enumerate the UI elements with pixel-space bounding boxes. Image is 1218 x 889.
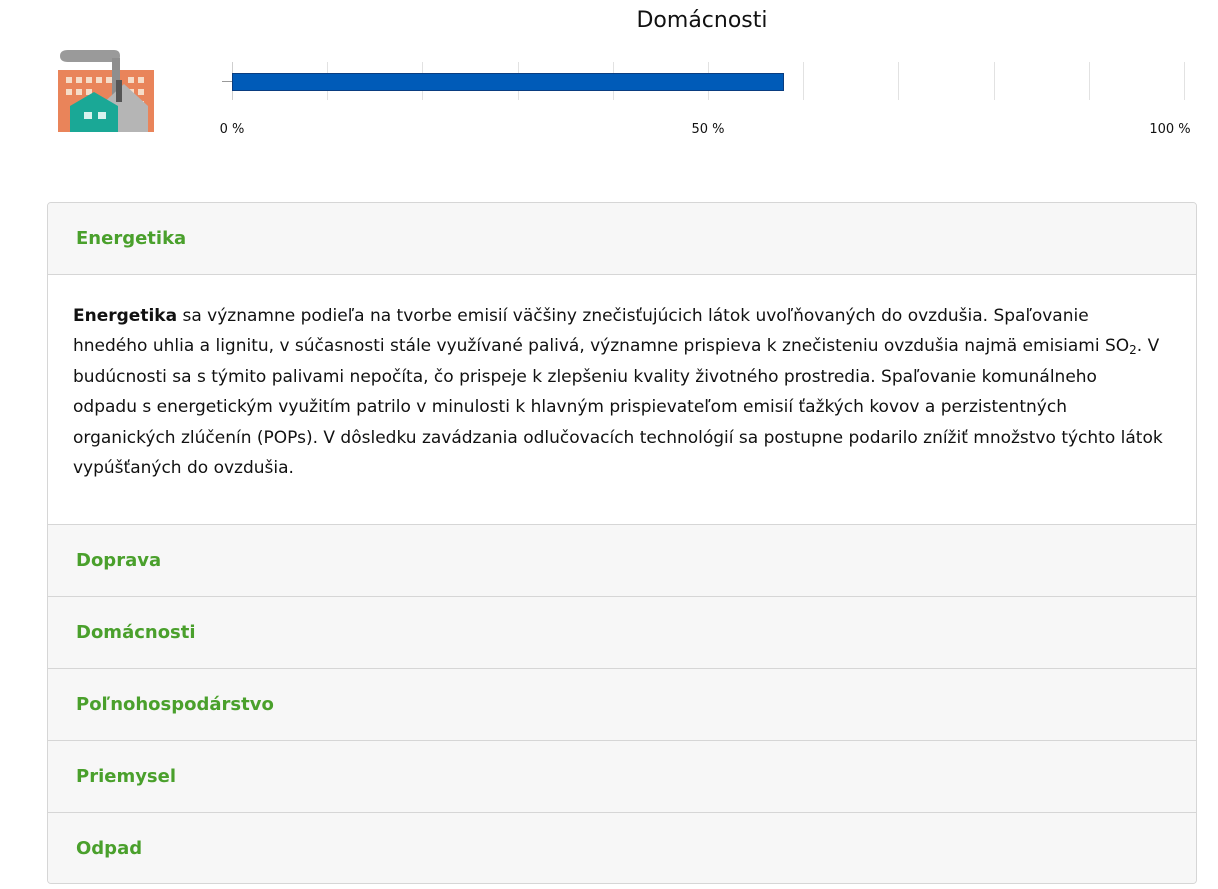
panel-text-subscript: 2 bbox=[1129, 343, 1137, 358]
x-tick-label: 0 % bbox=[219, 122, 245, 137]
panel-text-bold: Energetika bbox=[73, 306, 178, 326]
panel-text-part-2: . V budúcnosti sa s týmito palivami nepočíta, čo prispeje k zlepšeniu kvality životného prostredia. Spaľovanie komunálneho odpadu s energetickým využitím patrilo v minulosti k hlavným prispievateľom emisií ťažkých kovov a perzistentných organických zlúčenín (POPs). V dôsledku zavádzania odlučovacích technológií sa postupne podarilo znížiť množstvo týchto látok vypúšťaných do ovzdušia. bbox=[73, 336, 1163, 479]
gridline bbox=[1184, 62, 1185, 100]
accordion-header-priemysel[interactable] bbox=[48, 741, 1196, 813]
bar-chart bbox=[218, 62, 1198, 102]
accordion-title: Priemysel bbox=[76, 766, 177, 787]
accordion-title: Doprava bbox=[76, 550, 162, 571]
accordion-header-doprava[interactable] bbox=[48, 525, 1196, 597]
gridline bbox=[994, 62, 995, 100]
accordion-title: Poľnohospodárstvo bbox=[76, 694, 274, 715]
factory-house-icon bbox=[56, 50, 156, 134]
accordion-header-odpad[interactable] bbox=[48, 813, 1196, 884]
bar bbox=[232, 73, 784, 91]
accordion-header-energetika[interactable] bbox=[48, 203, 1196, 275]
y-axis-tick bbox=[222, 81, 232, 82]
accordion-title: Odpad bbox=[76, 838, 143, 859]
accordion-panel-energetika bbox=[48, 275, 1196, 525]
accordion-header-polnohospodarstvo[interactable] bbox=[48, 669, 1196, 741]
gridline bbox=[803, 62, 804, 100]
chart-title: Domácnosti bbox=[636, 8, 768, 33]
gridline bbox=[898, 62, 899, 100]
panel-text-part-1: sa významne podieľa na tvorbe emisií väčšiny znečisťujúcich látok uvoľňovaných do ovzdušia. Spaľovanie hnedého uhlia a lignitu, v súčasnosti stále využívané palivá, významne prispieva k znečisteniu ovzdušia najmä emisiami SO bbox=[73, 306, 1130, 357]
accordion-panel-text bbox=[73, 301, 1166, 483]
sector-accordion bbox=[47, 202, 1197, 884]
accordion-title: Domácnosti bbox=[76, 622, 196, 643]
accordion-title: Energetika bbox=[76, 228, 187, 249]
x-tick-label: 50 % bbox=[691, 122, 725, 137]
x-tick-label: 100 % bbox=[1149, 122, 1191, 137]
accordion-header-domacnosti[interactable] bbox=[48, 597, 1196, 669]
gridline bbox=[1089, 62, 1090, 100]
